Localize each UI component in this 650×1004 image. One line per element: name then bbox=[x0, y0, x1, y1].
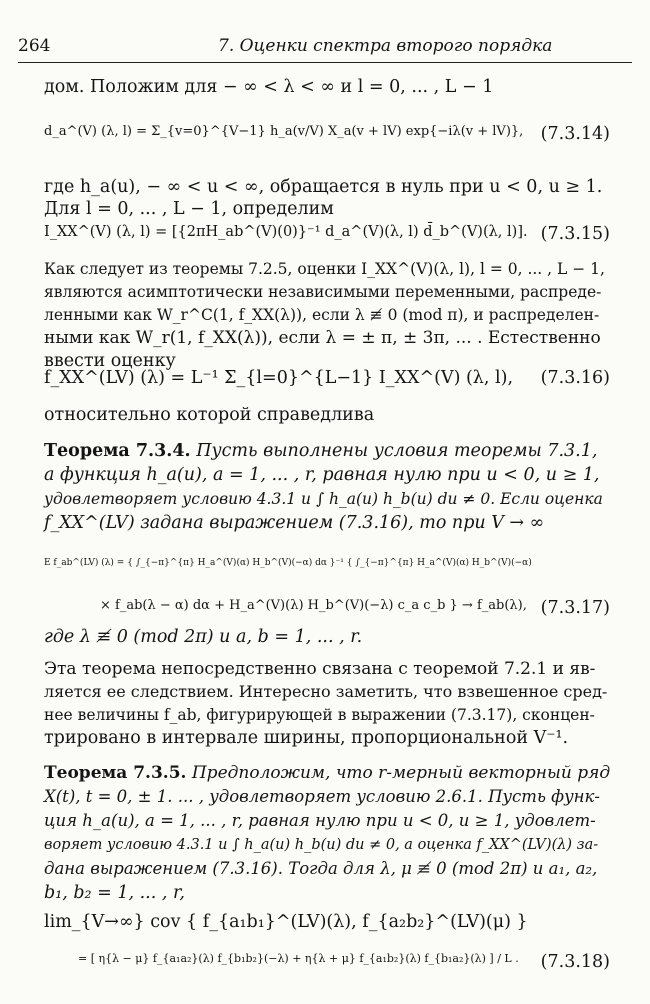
theorem-7-3-4-line-2: а функция h_a(u), a = 1, ... , r, равная нулю при u < 0, u ≥ 1, bbox=[44, 465, 600, 485]
equation-number-7-3-18: (7.3.18) bbox=[540, 952, 610, 972]
theorem-7-3-4-text: Пусть выполнены условия теоремы 7.3.1, bbox=[196, 441, 598, 461]
theorem-7-3-4-line-4: f_XX^(LV) задана выражением (7.3.16), то при V → ∞ bbox=[44, 513, 545, 533]
equation-number-7-3-15: (7.3.15) bbox=[540, 224, 610, 244]
page-number: 264 bbox=[18, 36, 51, 56]
theorem-7-3-5-text: Предположим, что r-мерный векторный ряд bbox=[191, 763, 611, 783]
text-line-1: дом. Положим для − ∞ < λ < ∞ и l = 0, ... , L − 1 bbox=[44, 77, 494, 97]
text-line-4: Как следует из теоремы 7.2.5, оценки I_XX^(V)(λ, l), l = 0, ... , L − 1, bbox=[44, 260, 605, 278]
theorem-7-3-5-line-5: дана выражением (7.3.16). Тогда для λ, μ ≢ 0 (mod 2π) и a₁, a₂, bbox=[44, 859, 598, 878]
text-line-13: нее величины f_ab, фигурирующей в выражении (7.3.17), сконцен- bbox=[44, 706, 595, 724]
formula-7-3-18-line-2: = [ η{λ − μ} f_{a₁a₂}(λ) f_{b₁b₂}(−λ) + η{λ + μ} f_{a₁b₂}(λ) f_{b₁a₂}(λ) ] / L . bbox=[78, 952, 519, 965]
text-line-7: ными как W_r(1, f_XX(λ)), если λ = ± π, ± 3π, ... . Естественно bbox=[44, 328, 601, 348]
equation-number-7-3-16: (7.3.16) bbox=[540, 368, 610, 388]
chapter-title: 7. Оценки спектра второго порядка bbox=[218, 36, 553, 56]
theorem-7-3-5-line-6: b₁, b₂ = 1, ... , r, bbox=[44, 883, 185, 903]
theorem-7-3-5-line-2: X(t), t = 0, ± 1. ... , удовлетворяет условию 2.6.1. Пусть функ- bbox=[44, 787, 600, 806]
text-line-6: ленными как W_r^C(1, f_XX(λ)), если λ ≢ 0 (mod π), и распределен- bbox=[44, 306, 600, 324]
text-line-8: ввести оценку bbox=[44, 351, 176, 371]
text-line-12: ляется ее следствием. Интересно заметить, что взвешенное сред- bbox=[44, 682, 608, 701]
text-line-14: трировано в интервале ширины, пропорциональной V⁻¹. bbox=[44, 728, 569, 748]
theorem-7-3-4-heading: Теорема 7.3.4. bbox=[44, 441, 191, 461]
text-line-5: являются асимптотически независимыми переменными, распреде- bbox=[44, 283, 602, 301]
text-line-2: где h_a(u), − ∞ < u < ∞, обращается в нуль при u < 0, u ≥ 1. bbox=[44, 177, 603, 197]
running-header bbox=[18, 36, 632, 62]
theorem-7-3-4-line-1 bbox=[44, 440, 597, 462]
text-line-3: Для l = 0, ... , L − 1, определим bbox=[44, 199, 334, 219]
formula-7-3-17-line-1: E f_ab^(LV) (λ) = { ∫_{−π}^{π} H_a^(V)(α) H_b^(V)(−α) dα }⁻¹ { ∫_{−π}^{π} H_a^(V)(α) H_b^(V)(−α) bbox=[44, 558, 532, 568]
formula-7-3-14: d_a^(V) (λ, l) = Σ_{v=0}^{V−1} h_a(v/V) X_a(v + lV) exp{−iλ(v + lV)}, bbox=[44, 124, 524, 139]
text-line-10: где λ ≢ 0 (mod 2π) и a, b = 1, ... , r. bbox=[44, 627, 363, 647]
theorem-7-3-5-heading: Теорема 7.3.5. bbox=[44, 763, 187, 783]
theorem-7-3-5-line-1 bbox=[44, 762, 610, 784]
theorem-7-3-5-line-3: ция h_a(u), a = 1, ... , r, равная нулю при u < 0, u ≥ 1, удовлет- bbox=[44, 811, 596, 830]
equation-number-7-3-17: (7.3.17) bbox=[540, 598, 610, 618]
text-line-9: относительно которой справедлива bbox=[44, 405, 375, 425]
formula-7-3-18-line-1: lim_{V→∞} cov { f_{a₁b₁}^(LV)(λ), f_{a₂b₂}^(LV)(μ) } bbox=[44, 912, 528, 932]
text-line-11: Эта теорема непосредственно связана с теоремой 7.2.1 и яв- bbox=[44, 659, 596, 679]
theorem-7-3-4-line-3: удовлетворяет условию 4.3.1 и ∫ h_a(u) h_b(u) du ≠ 0. Если оценка bbox=[44, 490, 603, 508]
header-rule bbox=[18, 62, 632, 63]
formula-7-3-17-line-2: × f_ab(λ − α) dα + H_a^(V)(λ) H_b^(V)(−λ) c_a c_b } → f_ab(λ), bbox=[100, 598, 527, 613]
equation-number-7-3-14: (7.3.14) bbox=[540, 124, 610, 144]
formula-7-3-15: I_XX^(V) (λ, l) = [{2πH_ab^(V)(0)}⁻¹ d_a^(V)(λ, l) d̄_b^(V)(λ, l)]. bbox=[44, 224, 528, 240]
formula-7-3-16: f_XX^(LV) (λ) = L⁻¹ Σ_{l=0}^{L−1} I_XX^(V) (λ, l), bbox=[44, 368, 514, 388]
theorem-7-3-5-line-4: воряет условию 4.3.1 и ∫ h_a(u) h_b(u) du ≠ 0, а оценка f_XX^(LV)(λ) за- bbox=[44, 837, 599, 853]
